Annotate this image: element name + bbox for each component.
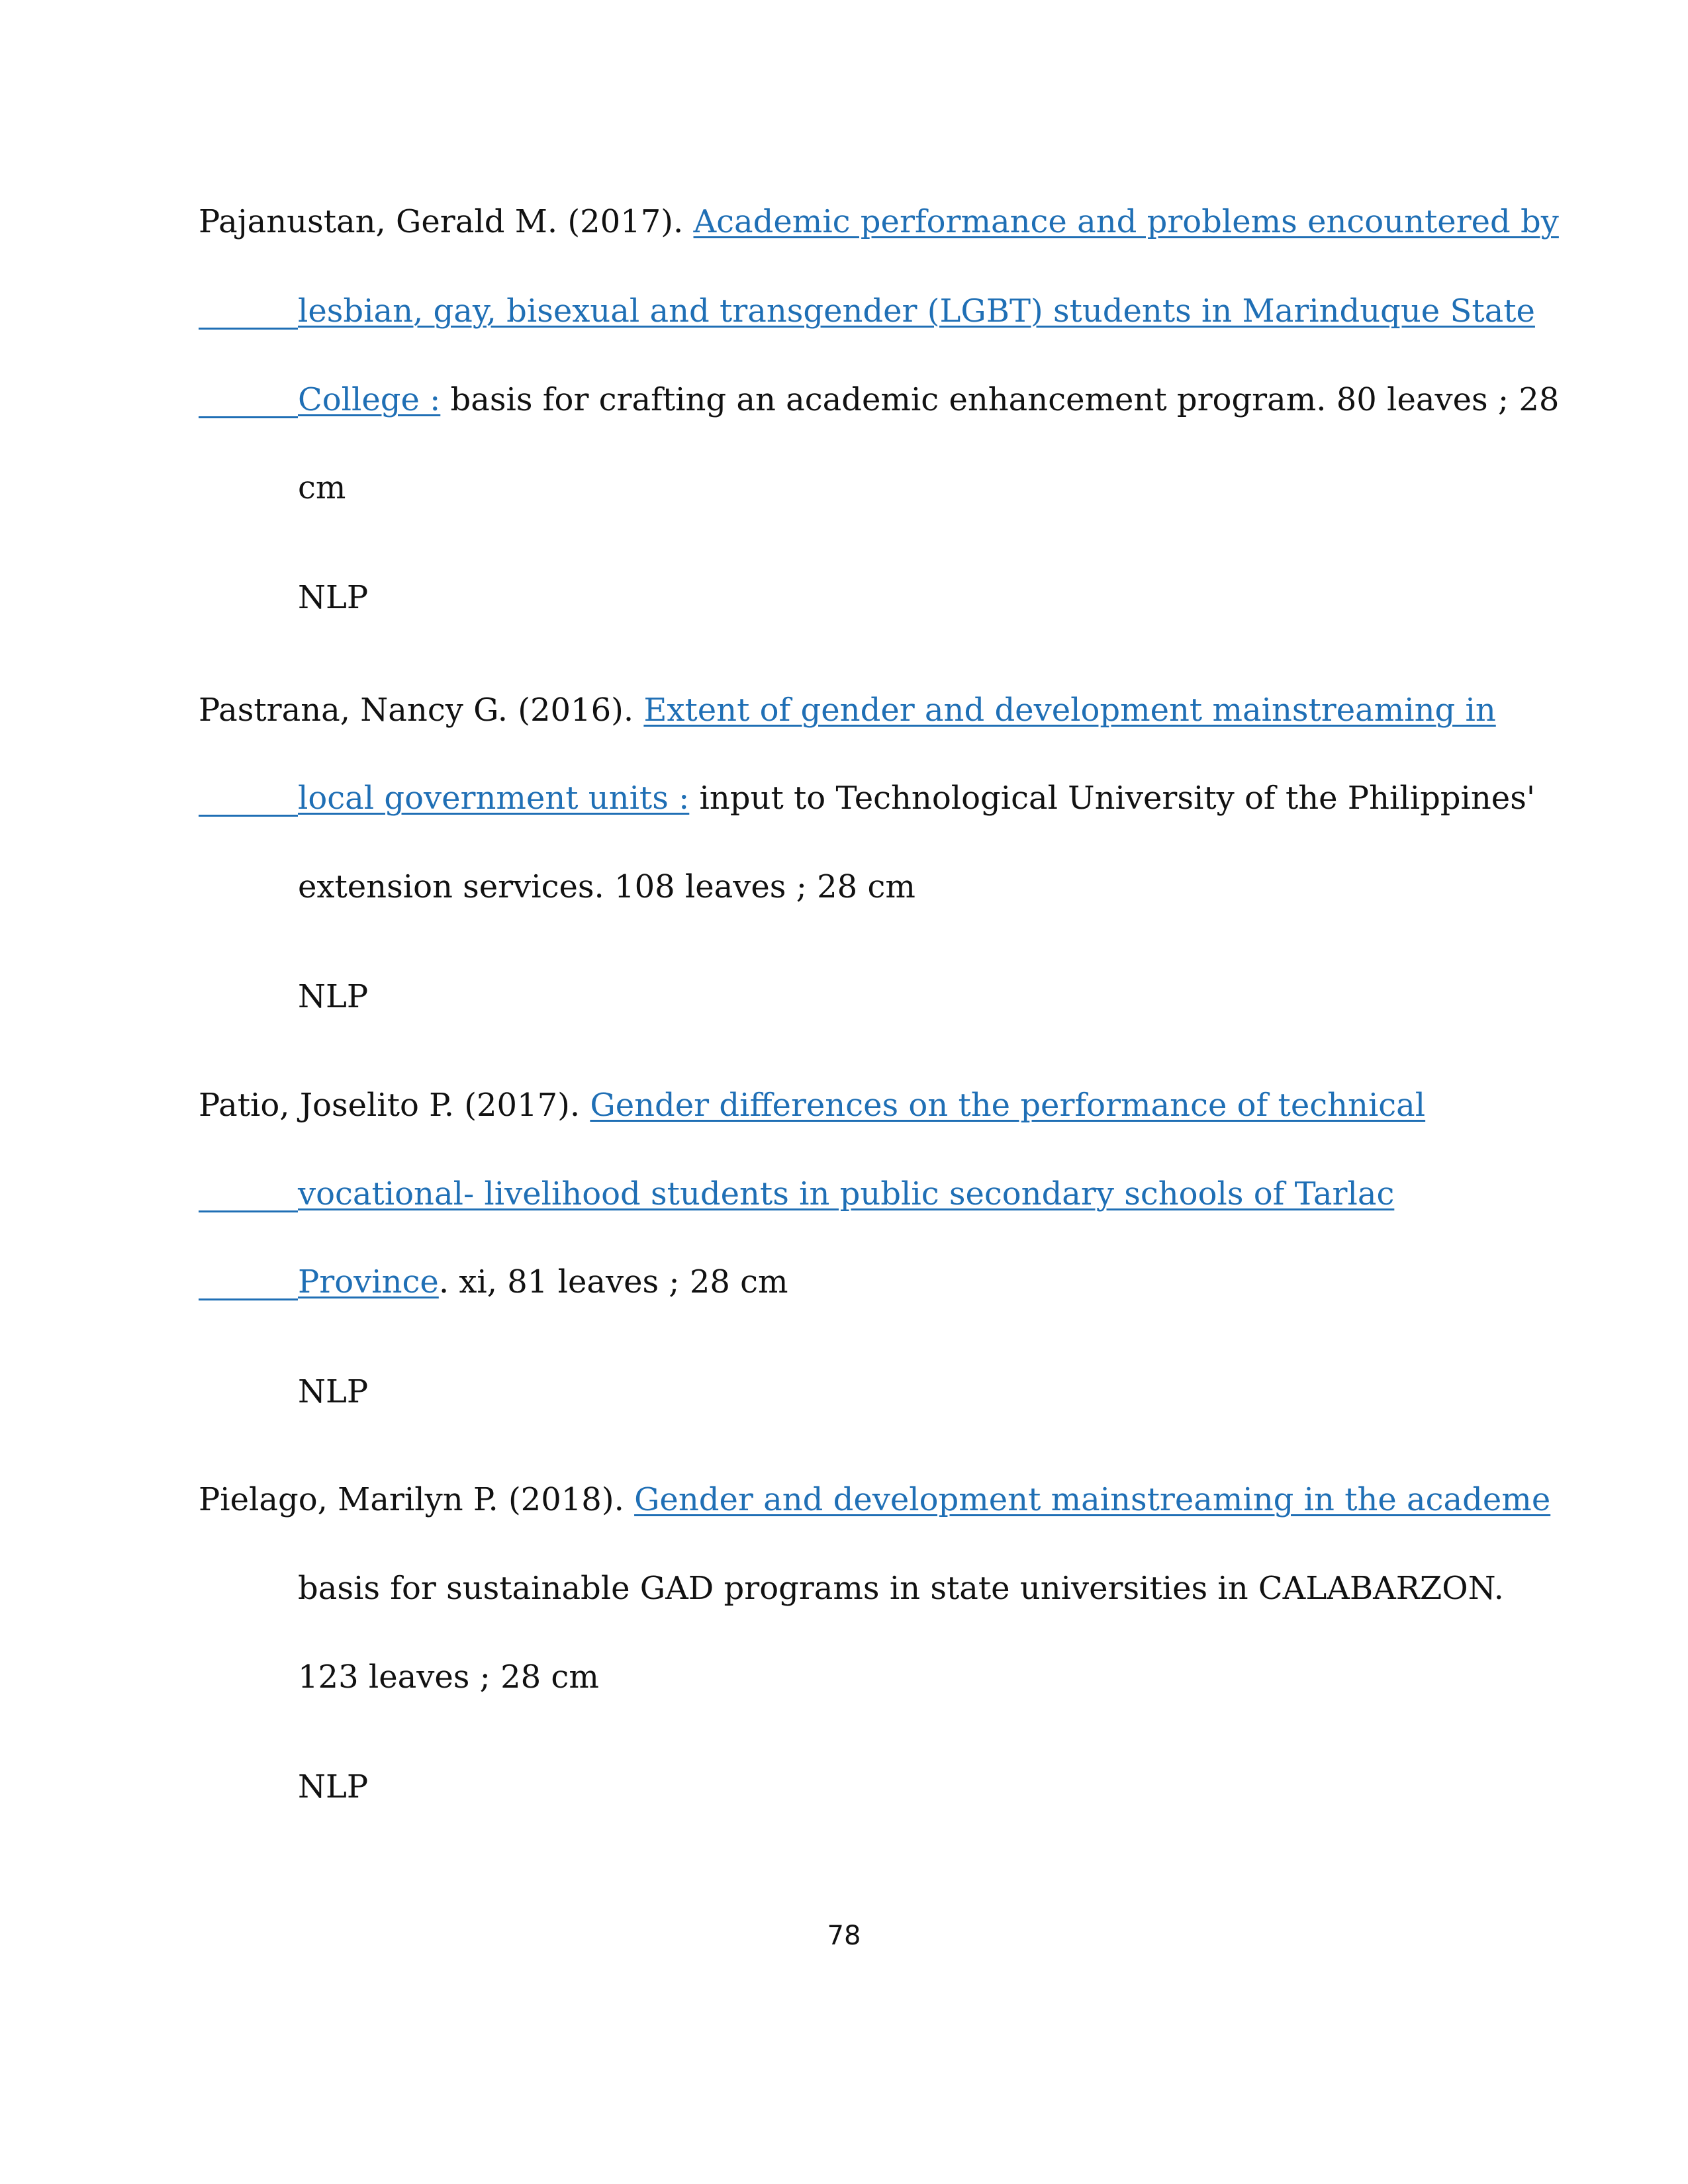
tab-underline (199, 1298, 298, 1300)
citation-1-collection: NLP (298, 579, 369, 616)
citation-1-author: Pajanustan, Gerald M. (2017). (199, 203, 694, 240)
citation-1-rest: basis for crafting an academic enhancement program. 80 leaves ; 28 (440, 381, 1560, 418)
citation-3-author: Patio, Joselito P. (2017). (199, 1087, 590, 1124)
citation-3-title-link-cont[interactable]: vocational- livelihood students in public secondary schools of Tarlac (298, 1175, 1395, 1212)
citation-3-line-1 (199, 1085, 1425, 1125)
citation-3-title-link-end[interactable]: Province (298, 1263, 439, 1300)
tab-underline (199, 815, 298, 817)
citation-1-extra-1: cm (298, 469, 346, 506)
citation-2-collection: NLP (298, 978, 369, 1015)
citation-3-collection: NLP (298, 1373, 369, 1410)
tab-underline (199, 1210, 298, 1212)
citation-1-title-link[interactable]: Academic performance and problems encountered by (693, 203, 1559, 240)
citation-2-title-link-end[interactable]: local government units : (298, 780, 690, 817)
citation-4-extra-2: 123 leaves ; 28 cm (298, 1659, 599, 1696)
citation-1-title-link-end[interactable]: College : (298, 381, 441, 418)
citation-1-line-1 (199, 202, 1559, 242)
citation-2-extra-1: extension services. 108 leaves ; 28 cm (298, 868, 915, 905)
citation-4-extra-1: basis for sustainable GAD programs in state universities in CALABARZON. (298, 1570, 1504, 1607)
citation-2-author: Pastrana, Nancy G. (2016). (199, 692, 644, 729)
citation-2-line-1 (199, 690, 1496, 730)
citation-1-line-2 (199, 291, 1535, 331)
citation-2-rest: input to Technological University of the Philippines' (689, 780, 1536, 817)
citation-4-title-link[interactable]: Gender and development mainstreaming in the academe (634, 1481, 1551, 1518)
citation-4-collection: NLP (298, 1768, 369, 1805)
citation-4-line-1 (199, 1480, 1550, 1520)
citation-2-line-2 (199, 778, 1535, 818)
citation-3-rest: . xi, 81 leaves ; 28 cm (438, 1263, 788, 1300)
tab-underline (199, 416, 298, 418)
citation-3-line-3 (199, 1262, 788, 1302)
citation-3-line-2 (199, 1174, 1394, 1214)
citation-2-title-link[interactable]: Extent of gender and development mainstreaming in (643, 692, 1496, 729)
tab-underline (199, 328, 298, 330)
page-number: 78 (827, 1921, 861, 1951)
citation-3-title-link[interactable]: Gender differences on the performance of technical (590, 1087, 1426, 1124)
citation-1-title-link-cont[interactable]: lesbian, gay, bisexual and transgender (LGBT) students in Marinduque State (298, 293, 1535, 330)
citation-4-author: Pielago, Marilyn P. (2018). (199, 1481, 635, 1518)
citation-1-line-3 (199, 380, 1559, 420)
